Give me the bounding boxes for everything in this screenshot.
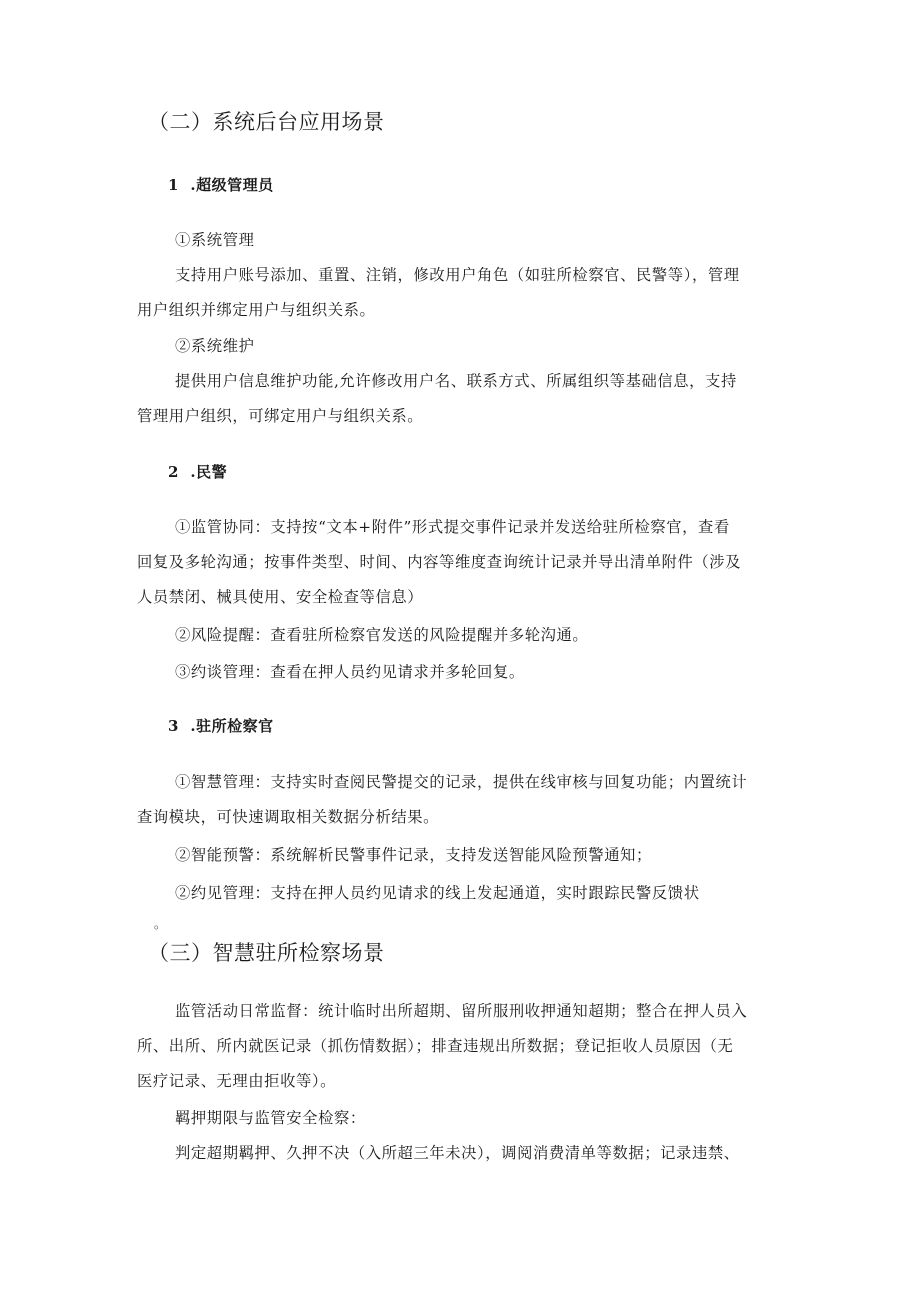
s2-title: 2 .民警	[168, 463, 228, 481]
s1-item2-title: ②系统维护	[175, 337, 255, 355]
s3p2: 羁押期限与监管安全检察：	[175, 1109, 366, 1127]
s3p1-line3: 医疗记录、无理由拒收等）。	[137, 1072, 337, 1090]
s1-item2-line2: 管理用户组织，可绑定用户与组织关系。	[137, 407, 424, 425]
s3-item3-end: 。	[154, 917, 167, 931]
s2-item1-line2: 回复及多轮沟通；按事件类型、时间、内容等维度查询统计记录并导出清单附件（涉及	[137, 553, 742, 571]
section2-heading: （二）系统后台应用场景	[148, 110, 385, 134]
s3p1-line1: 监管活动日常监督：统计临时出所超期、留所服刑收押通知超期；整合在押人员入	[175, 1002, 748, 1020]
s3-item2: ②智能预警：系统解析民警事件记录，支持发送智能风险预警通知；	[175, 846, 652, 864]
s2-item1-line3: 人员禁闭、械具使用、安全检查等信息）	[137, 588, 424, 606]
s2-item3: ③约谈管理：查看在押人员约见请求并多轮回复。	[175, 663, 525, 681]
s2-item1-line1: ①监管协同：支持按“文本+附件”形式提交事件记录并发送给驻所检察官，查看	[175, 518, 730, 536]
s3p3-line1: 判定超期羁押、久押不决（入所超三年未决），调阅消费清单等数据；记录违禁、	[175, 1144, 740, 1162]
s1-item1-line1: 支持用户账号添加、重置、注销，修改用户角色（如驻所检察官、民警等），管理	[175, 266, 740, 284]
section3-heading: （三）智慧驻所检察场景	[148, 941, 385, 965]
s3p1-line2: 所、出所、所内就医记录（抓伤情数据）；排查违规出所数据；登记拒收人员原因（无	[137, 1037, 734, 1055]
s1-item2-line1: 提供用户信息维护功能,允许修改用户名、联系方式、所属组织等基础信息，支持	[175, 372, 737, 390]
s1-title: 1 .超级管理员	[168, 176, 274, 194]
s1-item1-line2: 用户组织并绑定用户与组织关系。	[137, 301, 376, 319]
s3-title: 3 .驻所检察官	[168, 717, 274, 735]
s2-item2: ②风险提醒：查看驻所检察官发送的风险提醒并多轮沟通。	[175, 626, 589, 644]
s1-item1-title: ①系统管理	[175, 231, 255, 249]
s3-item1-line1: ①智慧管理：支持实时查阅民警提交的记录，提供在线审核与回复功能；内置统计	[175, 773, 748, 791]
s3-item1-line2: 查询模块，可快速调取相关数据分析结果。	[137, 808, 440, 826]
s3-item3: ②约见管理：支持在押人员约见请求的线上发起通道，实时跟踪民警反馈状	[175, 884, 700, 902]
